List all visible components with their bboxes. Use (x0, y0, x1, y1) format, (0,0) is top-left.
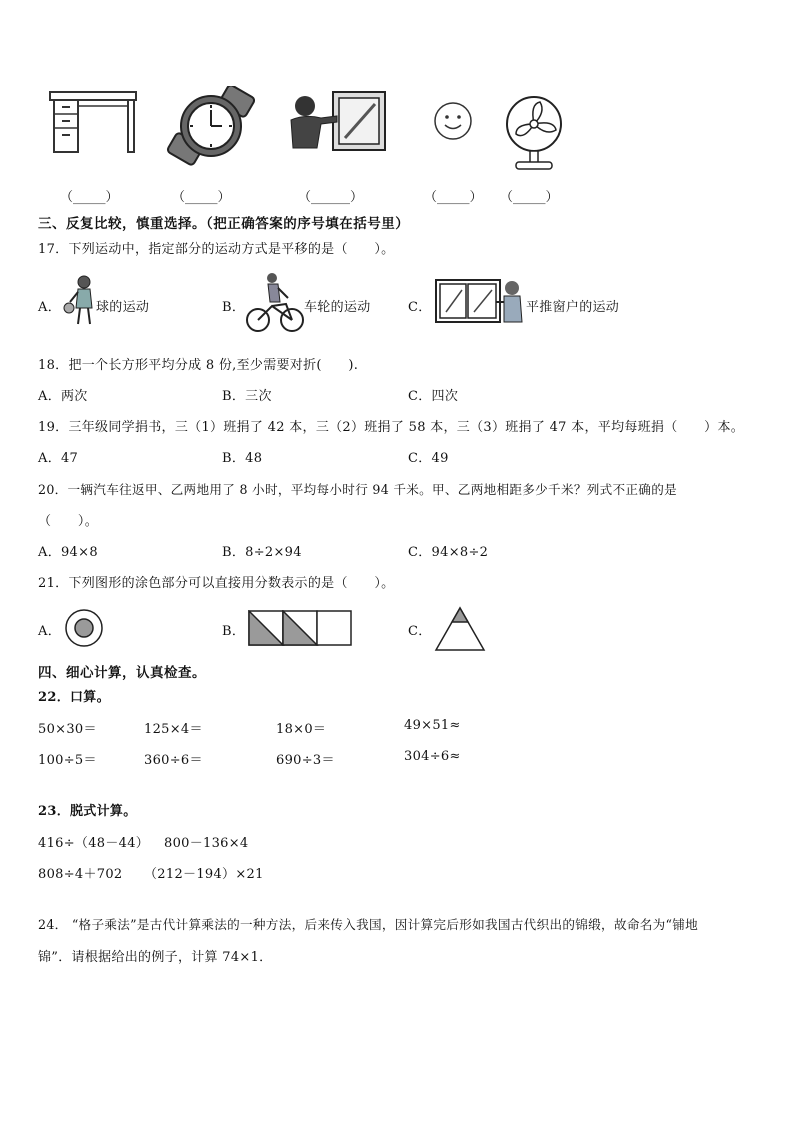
answer-blank[interactable]: （_____） (172, 190, 231, 205)
option-c: C．49 (408, 451, 449, 466)
sliding-window-icon (434, 278, 526, 326)
oral-calc-item: 18×0＝ (276, 722, 327, 737)
step-calc-item: （212－194）×21 (144, 867, 264, 882)
option-b: B．48 (222, 451, 263, 466)
oral-calc-item: 49×51≈ (404, 718, 461, 733)
oral-calc-item: 50×30＝ (38, 722, 97, 737)
person-riding-bicycle-icon (246, 272, 304, 334)
question-20-stem-continued: （ ）。 (38, 514, 99, 529)
question-24-stem: 24． “格子乘法”是古代计算乘法的一种方法，后来传入我国，因计算完后形如我国古代织出的锦缎，故命名为“铺地 (38, 917, 699, 932)
option-caption: 车轮的运动 (304, 300, 371, 315)
triangle-with-shaded-top-icon (434, 606, 486, 652)
option-letter: C． (408, 300, 432, 315)
question-19-stem: 19．三年级同学捐书，三（1）班捐了 42 本，三（2）班捐了 58 本，三（3）班捐了 47 本，平均每班捐（ ）本。 (38, 420, 745, 435)
oral-calc-item: 100÷5＝ (38, 753, 97, 768)
option-letter: A． (38, 624, 61, 639)
oral-calc-item: 690÷3＝ (276, 753, 335, 768)
desk-icon (48, 90, 140, 154)
answer-blank[interactable]: （______） (298, 190, 364, 205)
section-heading: 四、细心计算，认真检查。 (38, 665, 206, 681)
option-letter: B． (222, 624, 246, 639)
option-c: C．四次 (408, 389, 459, 404)
step-calc-item: 416÷（48－44） (38, 836, 150, 851)
smiley-face-icon (432, 100, 474, 142)
option-b: B．三次 (222, 389, 272, 404)
question-24-stem-continued: 锦”．请根据给出的例子，计算 74×1． (38, 950, 273, 965)
circle-with-shaded-center-icon (64, 608, 104, 648)
question-20-stem: 20．一辆汽车往返甲、乙两地用了 8 小时，平均每小时行 94 千米。甲、乙两地相距多少千米？列式不正确的是 (38, 482, 677, 497)
option-a: A．94×8 (38, 545, 98, 560)
option-letter: C． (408, 624, 432, 639)
answer-blank[interactable]: （_____） (424, 190, 483, 205)
person-bouncing-ball-icon (62, 274, 96, 326)
option-caption: 平推窗户的运动 (526, 300, 620, 315)
section-heading: 三、反复比较，慎重选择。（把正确答案的序号填在括号里） (38, 216, 410, 232)
option-caption: 球的运动 (96, 300, 150, 315)
oral-calc-item: 304÷6≈ (404, 749, 461, 764)
wristwatch-icon (164, 86, 258, 166)
option-a: A．47 (38, 451, 79, 466)
oral-calc-item: 360÷6＝ (144, 753, 203, 768)
question-17-stem: 17．下列运动中，指定部分的运动方式是平移的是（ ）。 (38, 242, 395, 257)
step-calc-item: 800－136×4 (164, 836, 249, 851)
person-pushing-window-icon (281, 90, 389, 154)
question-22-title: 22．口算。 (38, 690, 110, 705)
option-c: C．94×8÷2 (408, 545, 489, 560)
option-b: B．8÷2×94 (222, 545, 302, 560)
answer-blank[interactable]: （_____） (60, 190, 119, 205)
oral-calc-item: 125×4＝ (144, 722, 203, 737)
option-a: A．两次 (38, 389, 88, 404)
step-calc-item: 808÷4＋702 (38, 867, 123, 882)
option-letter: A． (38, 300, 61, 315)
three-squares-two-half-shaded-icon (248, 610, 352, 648)
question-21-stem: 21．下列图形的涂色部分可以直接用分数表示的是（ ）。 (38, 576, 395, 591)
question-23-title: 23．脱式计算。 (38, 804, 137, 819)
question-18-stem: 18．把一个长方形平均分成 8 份,至少需要对折( ). (38, 358, 359, 373)
option-letter: B． (222, 300, 246, 315)
electric-fan-icon (502, 94, 566, 172)
answer-blank[interactable]: （_____） (500, 190, 559, 205)
